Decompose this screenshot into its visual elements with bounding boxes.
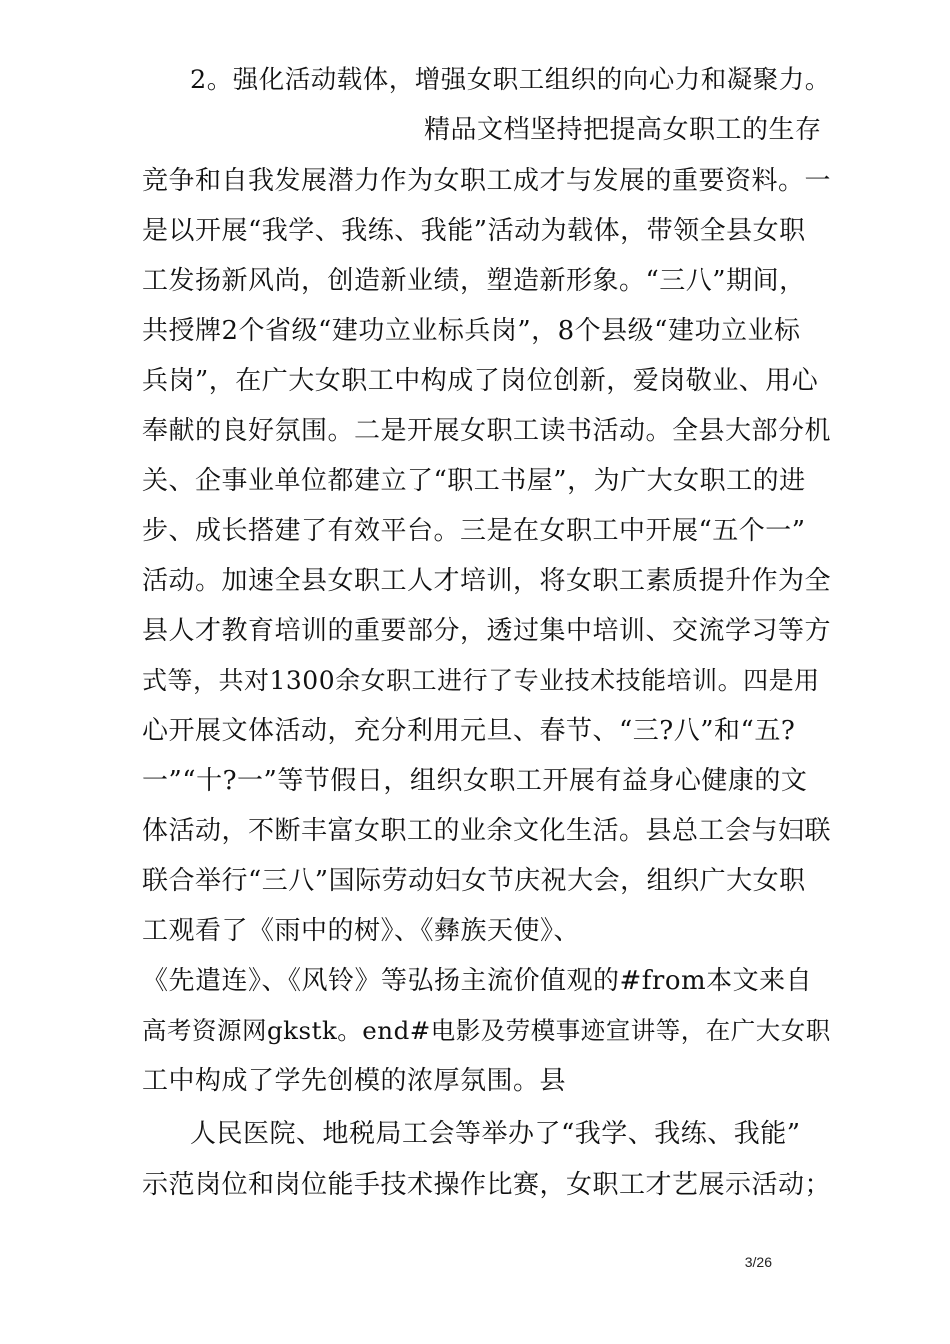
text-line: 精品文档坚持把提高女职工的生存 [424,115,822,145]
text-line: 示范岗位和岗位能手技术操作比赛，女职工才艺展示活动； [142,1170,832,1200]
text-line: 关、企事业单位都建立了“职工书屋”，为广大女职工的进 [142,466,806,496]
text-line: 步、成长搭建了有效平台。三是在女职工中开展“五个一” [142,516,806,546]
text-line: 2。强化活动载体，增强女职工组织的向心力和凝聚力。 [190,65,831,95]
page-number: 3/26 [744,1254,772,1270]
text-line: 心开展文体活动，充分利用元旦、春节、“三?八”和“五? [142,716,796,746]
text-line: 活动。加速全县女职工人才培训，将女职工素质提升作为全 [142,566,832,596]
text-line: 工观看了《雨中的树》、《彝族天使》、 [142,916,581,946]
text-line: 县人才教育培训的重要部分，透过集中培训、交流学习等方 [142,616,832,646]
text-line: 奉献的良好氛围。二是开展女职工读书活动。全县大部分机 [142,416,832,446]
text-line: 竞争和自我发展潜力作为女职工成才与发展的重要资料。一 [142,166,832,196]
text-line: 《先遣连》、《风铃》等弘扬主流价值观的#from本文来自 [142,966,813,996]
text-line: 式等，共对1300余女职工进行了专业技术技能培训。四是用 [142,666,820,695]
text-line: 是以开展“我学、我练、我能”活动为载体，带领全县女职 [142,216,806,246]
text-line: 工中构成了学先创模的浓厚氛围。县 [142,1066,567,1096]
text-line: 联合举行“三八”国际劳动妇女节庆祝大会，组织广大女职 [142,866,806,896]
text-line: 兵岗”，在广大女职工中构成了岗位创新，爱岗敬业、用心 [142,366,819,396]
text-line: 工发扬新风尚，创造新业绩，塑造新形象。“三八”期间， [142,266,806,296]
text-line: 高考资源网gkstk。end#电影及劳模事迹宣讲等，在广大女职 [142,1016,831,1045]
text-line: 共授牌2个省级“建功立业标兵岗”，8个县级“建功立业标 [142,316,801,346]
text-line: 体活动，不断丰富女职工的业余文化生活。县总工会与妇联 [142,816,832,846]
text-line: 人民医院、地税局工会等举办了“我学、我练、我能” [190,1119,801,1149]
text-line: 一”“十?一”等节假日，组织女职工开展有益身心健康的文 [142,766,808,796]
